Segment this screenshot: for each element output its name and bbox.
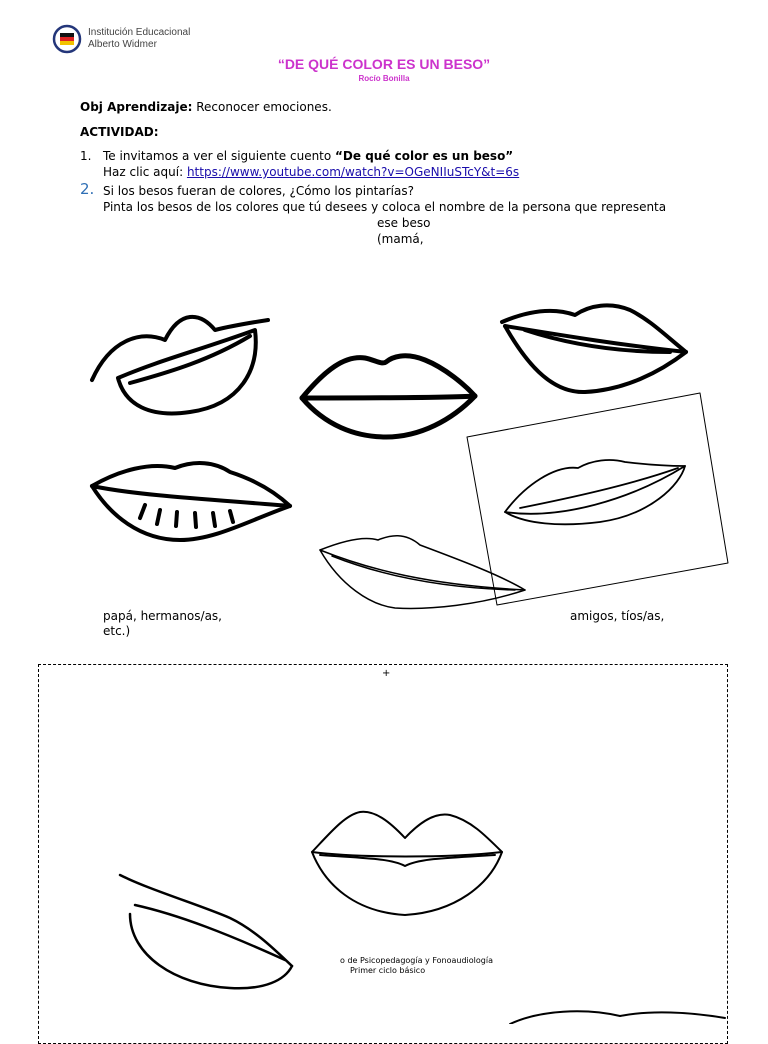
bottom-text-left-2: etc.) <box>103 624 131 638</box>
logo-line-1: Institución Educacional <box>88 27 191 38</box>
author-name: Rocío Bonilla <box>358 74 410 83</box>
plus-mark: + <box>382 668 391 679</box>
objective-text: Reconocer emociones. <box>192 100 332 114</box>
lips-outline-4 <box>92 463 290 540</box>
youtube-link[interactable]: https://www.youtube.com/watch?v=OGeNIIuSTcY&t=6s <box>186 165 520 179</box>
step-1-text: Te invitamos a ver el siguiente cuento <box>103 149 336 163</box>
objective-label: Obj Aprendizaje: <box>80 100 193 114</box>
lips-outline-5 <box>320 536 525 609</box>
link-label: Haz clic aquí: <box>103 165 187 179</box>
center-line-1: ese beso <box>377 216 431 230</box>
lips-outline-3 <box>502 305 686 392</box>
drawing-area-box <box>38 664 728 1044</box>
center-line-2: (mamá, <box>377 232 424 246</box>
lips-outline-6 <box>505 460 685 524</box>
bottom-text-right: amigos, tíos/as, <box>570 609 665 623</box>
activity-heading: ACTIVIDAD: <box>80 125 159 139</box>
step-2-instruction: Pinta los besos de los colores que tú desees y coloca el nombre de la persona que representa <box>103 200 667 214</box>
logo-line-2: Alberto Widmer <box>88 39 157 50</box>
lips-frame <box>467 393 728 605</box>
lips-outline-1 <box>92 317 268 414</box>
step-1-number: 1. <box>80 149 92 163</box>
step-2-number: 2. <box>80 180 95 198</box>
page-title: “DE QUÉ COLOR ES UN BESO” <box>277 56 491 72</box>
footer-line-2: Primer ciclo básico <box>350 966 426 975</box>
story-title: “De qué color es un beso” <box>335 149 514 163</box>
step-2-question: Si los besos fueran de colores, ¿Cómo los pintarías? <box>103 184 414 198</box>
lips-outline-2 <box>302 356 475 437</box>
footer-line-1: o de Psicopedagogía y Fonoaudiología <box>340 956 493 965</box>
bottom-text-left: papá, hermanos/as, <box>103 609 222 623</box>
